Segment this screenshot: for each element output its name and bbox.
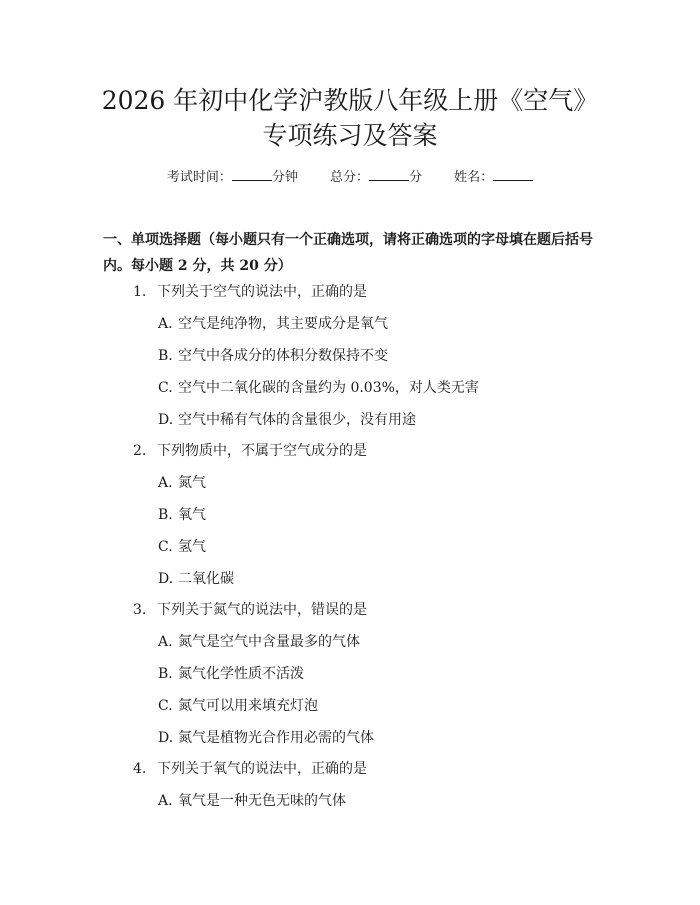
exam-time-unit: 分钟 [271, 170, 298, 185]
question-text: 下列关于氮气的说法中，错误的是 [157, 602, 367, 618]
option-letter: D. [158, 412, 174, 428]
question-3-option-c [158, 696, 318, 716]
document-title-line-1: 2026 年初中化学沪教版八年级上册《空气》 [101, 86, 599, 115]
option-letter: D. [158, 730, 174, 746]
option-text: 氮气 [178, 475, 206, 491]
question-number: 3. [133, 602, 147, 618]
question-4 [133, 759, 367, 779]
question-text: 下列关于氧气的说法中，正确的是 [157, 761, 367, 777]
option-letter: C. [158, 698, 173, 714]
option-text: 空气是纯净物，其主要成分是氧气 [178, 316, 388, 332]
total-score-unit: 分 [409, 170, 423, 185]
question-3 [133, 600, 367, 620]
option-text: 氮气是空气中含量最多的气体 [178, 634, 360, 650]
option-letter: A. [158, 475, 173, 491]
option-letter: D. [158, 571, 174, 587]
exam-info-line [60, 166, 640, 189]
question-1-option-b [158, 346, 388, 366]
question-1 [133, 282, 367, 302]
student-name-field [454, 166, 533, 189]
student-name-blank [493, 166, 533, 181]
option-text: 氮气化学性质不活泼 [178, 666, 304, 682]
option-letter: A. [158, 634, 173, 650]
question-3-option-b [158, 664, 304, 684]
section-heading: 一、单项选择题（每小题只有一个正确选项，请将正确选项的字母填在题后括号内。每小题 2 分，共 20 分） [103, 232, 593, 274]
question-2-option-b [158, 505, 206, 525]
question-2-option-a [158, 473, 206, 493]
option-text: 氮气可以用来填充灯泡 [178, 698, 318, 714]
option-letter: B. [158, 348, 173, 364]
option-text: 空气中各成分的体积分数保持不变 [178, 348, 388, 364]
option-letter: A. [158, 793, 173, 809]
student-name-label: 姓名： [454, 170, 494, 185]
question-number: 4. [133, 761, 147, 777]
option-text: 氮气是植物光合作用必需的气体 [178, 730, 374, 746]
exam-time-blank [232, 166, 272, 181]
option-letter: B. [158, 666, 173, 682]
question-text: 下列关于空气的说法中，正确的是 [157, 284, 367, 300]
exam-time-label: 考试时间： [166, 170, 232, 185]
option-text: 氢气 [178, 539, 206, 555]
total-score-label: 总分： [329, 170, 369, 185]
question-2-option-c [158, 537, 206, 557]
option-letter: C. [158, 380, 173, 396]
option-letter: A. [158, 316, 173, 332]
exam-time-field [167, 166, 298, 189]
question-2 [133, 441, 367, 461]
question-4-option-a [158, 791, 346, 811]
question-number: 2. [133, 443, 147, 459]
total-score-field [330, 166, 422, 189]
option-text: 空气中稀有气体的含量很少，没有用途 [178, 412, 416, 428]
option-text: 氧气是一种无色无味的气体 [178, 793, 346, 809]
option-text: 空气中二氧化碳的含量约为 0.03%，对人类无害 [178, 380, 479, 396]
question-1-option-c [158, 378, 479, 398]
total-score-blank [369, 166, 409, 181]
question-1-option-a [158, 314, 388, 334]
option-letter: C. [158, 539, 173, 555]
question-2-option-d [158, 569, 234, 589]
question-number: 1. [133, 284, 147, 300]
question-text: 下列物质中，不属于空气成分的是 [157, 443, 367, 459]
question-1-option-d [158, 410, 416, 430]
question-3-option-d [158, 728, 374, 748]
document-title-line-2: 专项练习及答案 [262, 121, 438, 150]
option-text: 氧气 [178, 507, 206, 523]
question-3-option-a [158, 632, 360, 652]
option-text: 二氧化碳 [178, 571, 234, 587]
option-letter: B. [158, 507, 173, 523]
